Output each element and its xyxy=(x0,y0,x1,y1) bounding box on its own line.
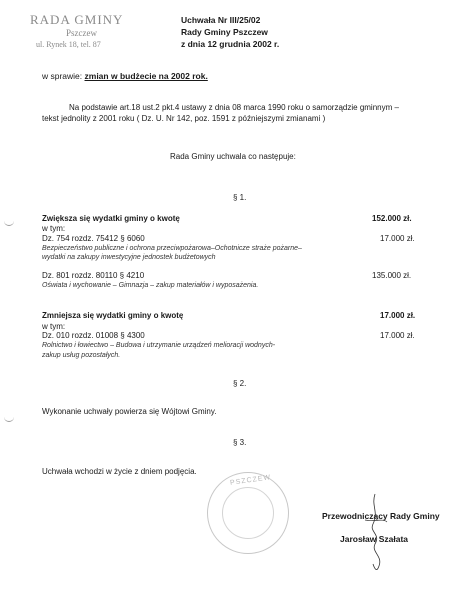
increase-item-1-desc-1: Bezpieczeństwo publiczne i ochrona przeciwpożarowa–Ochotnicze straże pożarne– xyxy=(42,245,302,252)
stamp-town: Pszczew xyxy=(66,28,97,38)
increase-item-1-code: Dz. 754 rozdz. 75412 § 6060 xyxy=(42,234,145,243)
signature-name: Jarosław Szałata xyxy=(340,534,409,544)
scan-margin-mark xyxy=(4,415,14,422)
increase-total: 152.000 zł. xyxy=(372,214,412,223)
stamp-address: ul. Rynek 18, tel. 87 xyxy=(36,40,101,49)
resolution-number: Uchwała Nr III/25/02 xyxy=(181,15,261,25)
seal-inner-ring xyxy=(222,487,274,539)
paragraph-2-title: § 2. xyxy=(233,379,247,388)
handwritten-signature xyxy=(345,492,405,574)
decrease-item-1-amount: 17.000 zł. xyxy=(380,331,415,340)
increase-item-2-code: Dz. 801 rozdz. 80110 § 4210 xyxy=(42,271,145,280)
increase-item-1-desc-2: wydatki na zakupy inwestycyjne jednostek budżetowych xyxy=(42,254,216,261)
subject-line xyxy=(42,71,208,81)
preamble-line-1: Na podstawie art.18 ust.2 pkt.4 ustawy z dnia 08 marca 1990 roku o samorządzie gminnym – xyxy=(69,103,399,112)
seal-text: PSZCZEW xyxy=(229,474,272,487)
scan-margin-mark xyxy=(4,219,14,226)
resolves-line: Rada Gminy uchwala co następuje: xyxy=(170,152,296,161)
signature-role: Przewodniczący Rady Gminy xyxy=(322,511,440,521)
paragraph-3-text: Uchwała wchodzi w życie z dniem podjęcia. xyxy=(42,467,197,476)
paragraph-2-text: Wykonanie uchwały powierza się Wójtowi Gminy. xyxy=(42,407,217,416)
resolution-date: z dnia 12 grudnia 2002 r. xyxy=(181,39,280,49)
subject-prefix: w sprawie: xyxy=(42,71,85,81)
subject-text: zmian w budżecie na 2002 rok. xyxy=(84,71,208,81)
paragraph-3-title: § 3. xyxy=(233,438,247,447)
decrease-heading: Zmniejsza się wydatki gminy o kwotę xyxy=(42,311,184,320)
paragraph-1-title: § 1. xyxy=(233,193,247,202)
increase-wtym: w tym: xyxy=(42,224,66,233)
increase-item-2-desc-1: Oświata i wychowanie – Gimnazja – zakup materiałów i wyposażenia. xyxy=(42,282,259,289)
increase-item-2-amount: 135.000 zł. xyxy=(372,271,412,280)
decrease-item-1-desc-1: Rolnictwo i łowiectwo – Budowa i utrzymanie urządzeń melioracji wodnych- xyxy=(42,342,276,349)
decrease-total: 17.000 zł. xyxy=(380,311,416,320)
preamble-line-2: tekst jednolity z 2001 roku ( Dz. U. Nr 142, poz. 1591 z późniejszymi zmianami ) xyxy=(42,114,326,123)
resolution-council: Rady Gminy Pszczew xyxy=(181,27,268,37)
increase-heading: Zwiększa się wydatki gminy o kwotę xyxy=(42,214,180,223)
stamp-name: RADA GMINY xyxy=(30,12,124,27)
decrease-item-1-desc-2: zakup usług pozostałych. xyxy=(42,352,121,359)
official-seal xyxy=(207,472,289,554)
decrease-item-1-code: Dz. 010 rozdz. 01008 § 4300 xyxy=(42,331,145,340)
increase-item-1-amount: 17.000 zł. xyxy=(380,234,415,243)
decrease-wtym: w tym: xyxy=(42,322,66,331)
